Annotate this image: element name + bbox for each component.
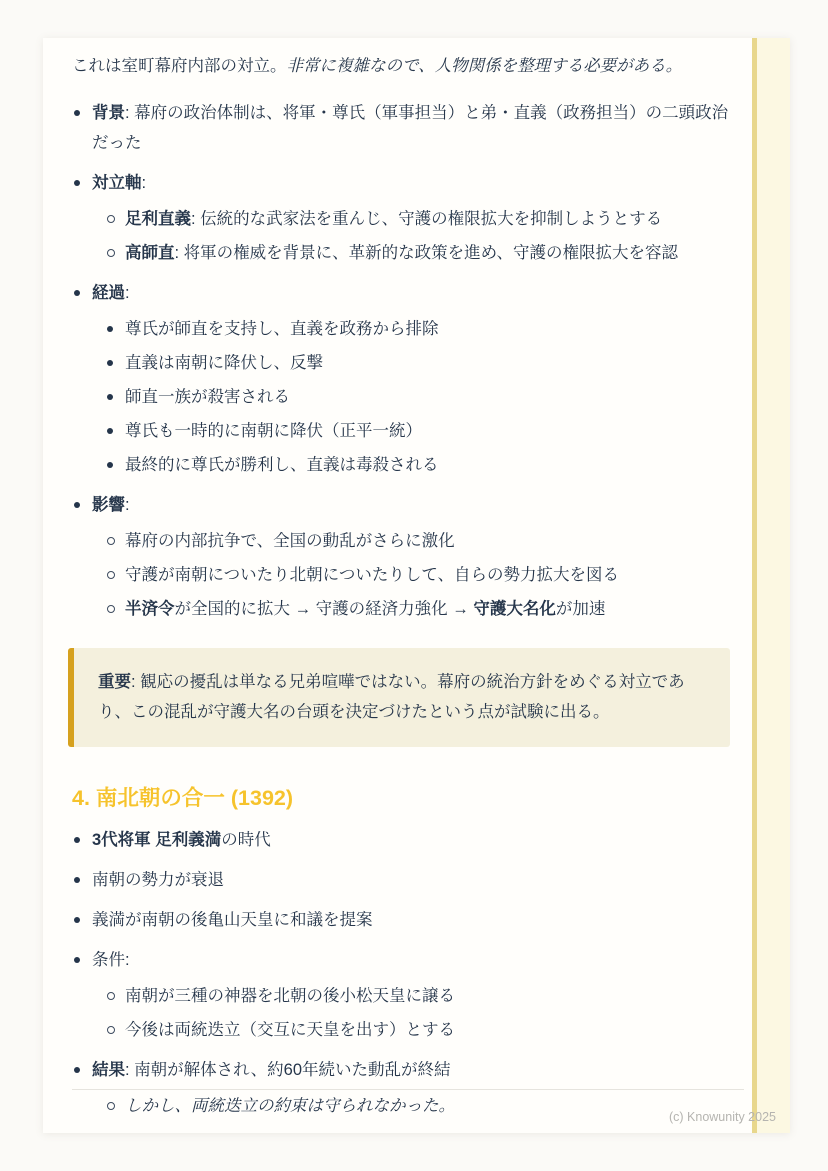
list-item bbox=[72, 825, 730, 855]
unification-list bbox=[72, 825, 730, 1121]
text-segment: 結果 bbox=[92, 1061, 125, 1079]
text-segment: : 南朝が解体され、約60年続いた動乱が終結 bbox=[125, 1061, 451, 1079]
circle-bullet-icon bbox=[105, 594, 125, 624]
list-subitem bbox=[105, 238, 730, 268]
text-segment: : 幕府の政治体制は、将軍・尊氏（軍事担当）と弟・直義（政務担当）の二頭政治だった bbox=[92, 104, 729, 152]
text-segment: 半済令 bbox=[125, 600, 175, 618]
text-segment: 直義は南朝に降伏し、反撃 bbox=[125, 354, 323, 372]
list-item bbox=[72, 905, 730, 935]
text-segment: : bbox=[141, 174, 147, 192]
bullet-icon bbox=[72, 168, 92, 198]
text-segment: が全国的に拡大 → 守護の経済力強化 → bbox=[174, 600, 474, 618]
bullet-icon bbox=[72, 1055, 92, 1085]
list-item-text bbox=[92, 905, 730, 935]
list-item bbox=[72, 865, 730, 895]
text-segment: 条件: bbox=[92, 951, 130, 969]
text-segment: 背景 bbox=[92, 104, 125, 122]
list-subitem bbox=[105, 382, 730, 412]
text-segment: しかし、両統迭立の約束は守られなかった。 bbox=[125, 1097, 455, 1115]
text-segment: 影響 bbox=[92, 496, 125, 514]
sublist bbox=[105, 314, 730, 480]
text-segment: 守護大名化 bbox=[473, 600, 556, 618]
text-segment: 3代将軍 足利義満 bbox=[92, 831, 222, 849]
text-segment: 重要 bbox=[98, 673, 131, 691]
list-item-text bbox=[92, 278, 730, 308]
list-item-text bbox=[92, 865, 730, 895]
list-subitem bbox=[105, 981, 730, 1011]
list-subitem bbox=[105, 450, 730, 480]
list-item bbox=[72, 278, 730, 308]
circle-bullet-icon bbox=[105, 204, 125, 234]
list-subitem bbox=[105, 1015, 730, 1045]
bullet-icon bbox=[72, 865, 92, 895]
bullet-icon bbox=[105, 382, 125, 412]
callout-text bbox=[98, 673, 685, 721]
text-segment: が加速 bbox=[555, 600, 606, 618]
list-item-text bbox=[125, 238, 730, 268]
document-content bbox=[72, 51, 730, 1127]
text-segment: の時代 bbox=[221, 831, 271, 849]
list-item-text bbox=[92, 168, 730, 198]
list-subitem bbox=[105, 204, 730, 234]
list-item bbox=[72, 98, 730, 158]
text-segment: 経過 bbox=[92, 284, 125, 302]
text-segment: 今後は両統迭立（交互に天皇を出す）とする bbox=[125, 1021, 455, 1039]
list-subitem bbox=[105, 348, 730, 378]
list-subitem bbox=[105, 594, 730, 624]
list-item-text bbox=[125, 1015, 730, 1045]
section-heading-nanbokucho-unification: 4. 南北朝の合一 (1392) bbox=[72, 786, 294, 810]
text-segment: 高師直 bbox=[125, 244, 175, 262]
bullet-icon bbox=[72, 945, 92, 975]
text-segment: 幕府の内部抗争で、全国の動乱がさらに激化 bbox=[125, 532, 455, 550]
bullet-icon bbox=[72, 490, 92, 520]
text-segment: 対立軸 bbox=[92, 174, 142, 192]
text-segment: : bbox=[125, 496, 130, 514]
text-segment: 尊氏も一時的に南朝に降伏（正平一統） bbox=[125, 422, 422, 440]
text-segment: : 将軍の権威を背景に、革新的な政策を進め、守護の権限拡大を容認 bbox=[174, 244, 679, 262]
list-item-text bbox=[125, 382, 730, 412]
bullet-icon bbox=[105, 314, 125, 344]
circle-bullet-icon bbox=[105, 560, 125, 590]
text-segment: 最終的に尊氏が勝利し、直義は毒殺される bbox=[125, 456, 439, 474]
list-subitem bbox=[105, 526, 730, 556]
text-segment: 守護が南朝についたり北朝についたりして、自らの勢力拡大を図る bbox=[125, 566, 620, 584]
list-item-text bbox=[92, 490, 730, 520]
bullet-icon bbox=[72, 278, 92, 308]
text-segment: 南朝が三種の神器を北朝の後小松天皇に譲る bbox=[125, 987, 455, 1005]
list-item-text bbox=[125, 594, 730, 624]
sublist bbox=[105, 1091, 730, 1121]
text-segment: 師直一族が殺害される bbox=[125, 388, 290, 406]
bullet-icon bbox=[105, 416, 125, 446]
list-item bbox=[72, 945, 730, 975]
sublist bbox=[105, 526, 730, 624]
list-item-text bbox=[125, 450, 730, 480]
list-item-text bbox=[125, 416, 730, 446]
list-subitem bbox=[105, 1091, 730, 1121]
list-item-text bbox=[92, 945, 730, 975]
text-segment: : 観応の擾乱は単なる兄弟喧嘩ではない。幕府の統治方針をめぐる対立であり、この混乱が守護大名の台頭を決定づけたという点が試験に出る。 bbox=[98, 673, 685, 721]
bullet-icon bbox=[105, 450, 125, 480]
bullet-icon bbox=[72, 98, 92, 158]
text-segment: : 伝統的な武家法を重んじ、守護の権限拡大を抑制しようとする bbox=[191, 210, 663, 228]
list-item-text bbox=[125, 560, 730, 590]
list-item-text bbox=[125, 1091, 730, 1121]
text-segment: 義満が南朝の後亀山天皇に和議を提案 bbox=[92, 911, 373, 929]
circle-bullet-icon bbox=[105, 526, 125, 556]
text-segment: : bbox=[125, 284, 130, 302]
bullet-icon bbox=[72, 825, 92, 855]
text-segment: 足利直義 bbox=[125, 210, 191, 228]
kanno-disturbance-list bbox=[72, 98, 730, 624]
list-item-text bbox=[92, 825, 730, 855]
list-item-text bbox=[125, 204, 730, 234]
list-item-text bbox=[92, 98, 730, 158]
footer-divider bbox=[72, 1089, 744, 1090]
list-subitem bbox=[105, 416, 730, 446]
list-item-text bbox=[125, 981, 730, 1011]
sublist bbox=[105, 204, 730, 268]
circle-bullet-icon bbox=[105, 1015, 125, 1045]
list-item-text bbox=[125, 526, 730, 556]
circle-bullet-icon bbox=[105, 981, 125, 1011]
list-item-text bbox=[92, 1055, 730, 1085]
text-segment: これは室町幕府内部の対立。 bbox=[72, 57, 287, 75]
page-edge-stripe bbox=[752, 38, 790, 1133]
list-item bbox=[72, 1055, 730, 1085]
important-callout bbox=[68, 648, 730, 747]
list-item bbox=[72, 490, 730, 520]
text-segment: 非常に複雑なので、人物関係を整理する必要がある。 bbox=[286, 57, 683, 75]
list-subitem bbox=[105, 314, 730, 344]
text-segment: 尊氏が師直を支持し、直義を政務から排除 bbox=[125, 320, 439, 338]
list-item bbox=[72, 168, 730, 198]
copyright-footer: (c) Knowunity 2025 bbox=[668, 1110, 776, 1124]
bullet-icon bbox=[105, 348, 125, 378]
list-item-text bbox=[125, 314, 730, 344]
list-subitem bbox=[105, 560, 730, 590]
bullet-icon bbox=[72, 905, 92, 935]
circle-bullet-icon bbox=[105, 1091, 125, 1121]
sublist bbox=[105, 981, 730, 1045]
list-item-text bbox=[125, 348, 730, 378]
circle-bullet-icon bbox=[105, 238, 125, 268]
intro-paragraph bbox=[72, 51, 730, 81]
document-page bbox=[43, 38, 790, 1133]
text-segment: 南朝の勢力が衰退 bbox=[92, 871, 224, 889]
